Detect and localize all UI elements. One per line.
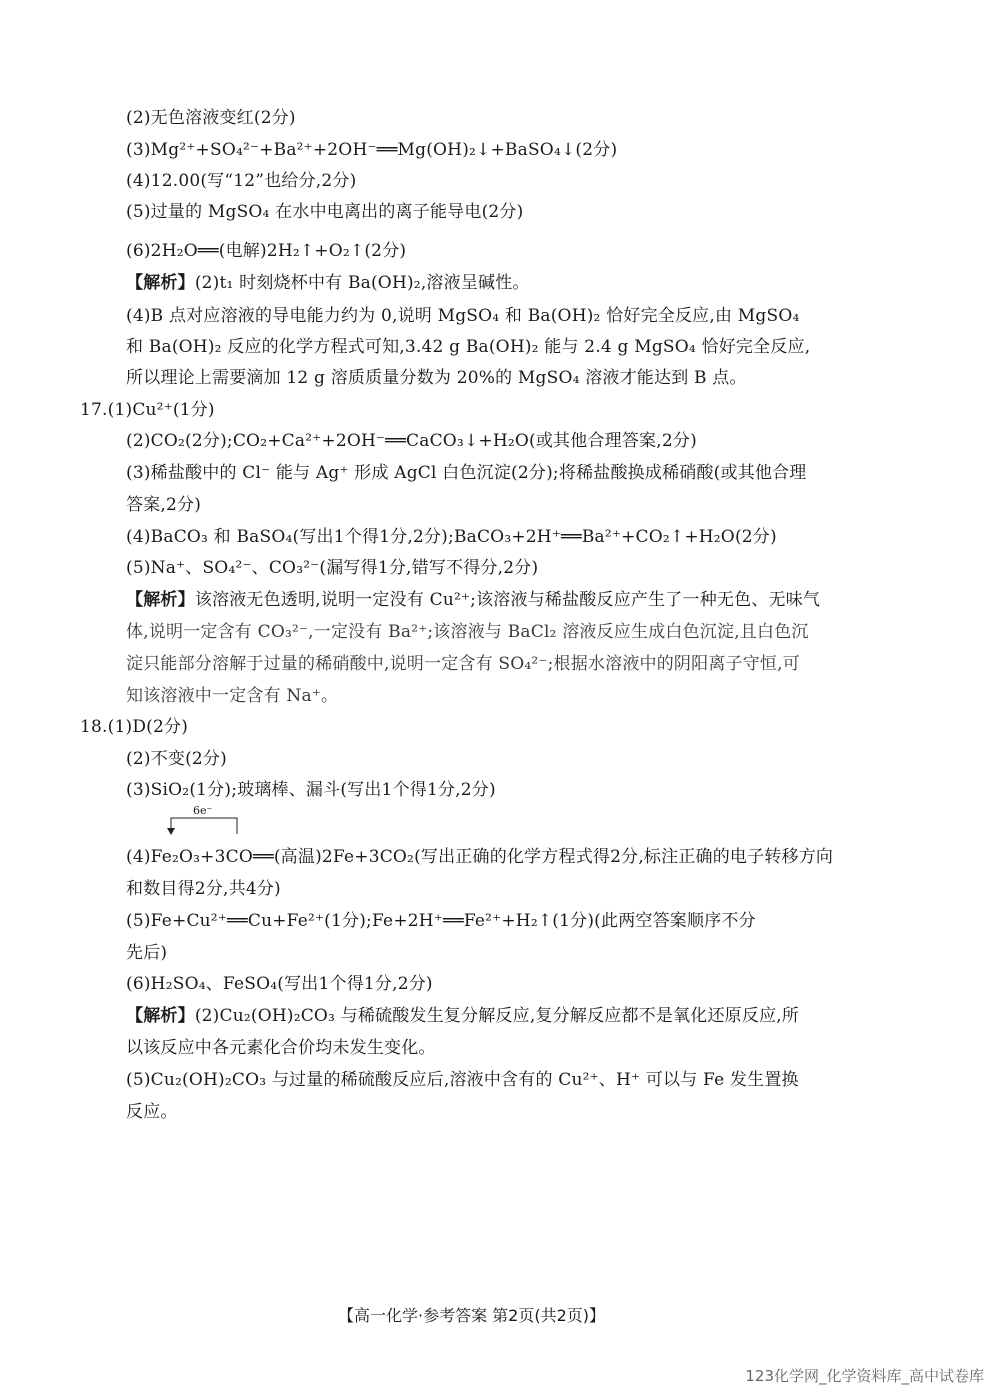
q16-analysis-4: 所以理论上需要滴加 12 g 溶质质量分数为 20%的 MgSO₄ 溶液才能达到 B 点。 [126, 368, 747, 388]
q16-answer-3: (3)Mg²⁺+SO₄²⁻+Ba²⁺+2OH⁻══Mg(OH)₂↓+BaSO₄↓(2分) [126, 140, 618, 160]
q18-answer-4-line-1: (4)Fe₂O₃+3CO══(高温)2Fe+3CO₂(写出正确的化学方程式得2分,标注正确的电子转移方向 [126, 847, 834, 867]
q18-analysis-3: (5)Cu₂(OH)₂CO₃ 与过量的稀硫酸反应后,溶液中含有的 Cu²⁺、H⁺ 可以与 Fe 发生置换 [126, 1070, 799, 1090]
q17-analysis-1 [126, 589, 820, 611]
watermark: 123化学网_化学资料库_高中试卷库 [745, 1367, 984, 1385]
page-footer: 【高一化学·参考答案 第2页(共2页)】 [338, 1306, 606, 1325]
q16-answer-5: (5)过量的 MgSO₄ 在水中电离出的离子能导电(2分) [126, 202, 524, 222]
q17-answer-4: (4)BaCO₃ 和 BaSO₄(写出1个得1分,2分);BaCO₃+2H⁺══Ba²⁺+CO₂↑+H₂O(2分) [126, 527, 777, 547]
q17-answer-3-line-2: 答案,2分) [126, 495, 202, 515]
question-number: 18. [80, 717, 108, 737]
answer-text: (1)D(2分) [107, 717, 189, 737]
q18-answer-5-line-2: 先后) [126, 943, 168, 963]
q18-answer-5-line-1: (5)Fe+Cu²⁺══Cu+Fe²⁺(1分);Fe+2H⁺══Fe²⁺+H₂↑(1分)(此两空答案顺序不分 [126, 911, 756, 931]
q18-answer-2: (2)不变(2分) [126, 749, 227, 769]
answer-text: (1)Cu²⁺(1分) [107, 400, 215, 420]
electron-transfer-arrow [165, 806, 241, 836]
q17-answer-2: (2)CO₂(2分);CO₂+Ca²⁺+2OH⁻══CaCO₃↓+H₂O(或其他合理答案,2分) [126, 431, 697, 451]
analysis-text: (2)Cu₂(OH)₂CO₃ 与稀硫酸发生复分解反应,复分解反应都不是氧化还原反应,所 [194, 1006, 800, 1026]
q16-answer-6: (6)2H₂O══(电解)2H₂↑+O₂↑(2分) [126, 241, 407, 261]
analysis-label: 【解析】 [126, 1006, 195, 1026]
q17-answer-3-line-1: (3)稀盐酸中的 Cl⁻ 能与 Ag⁺ 形成 AgCl 白色沉淀(2分);将稀盐酸换成稀硝酸(或其他合理 [126, 463, 807, 483]
q16-answer-2: (2)无色溶液变红(2分) [126, 108, 296, 128]
q17-analysis-2: 体,说明一定含有 CO₃²⁻,一定没有 Ba²⁺;该溶液与 BaCl₂ 溶液反应生成白色沉淀,且白色沉 [126, 622, 809, 642]
analysis-text: (2)t₁ 时刻烧杯中有 Ba(OH)₂,溶液呈碱性。 [194, 273, 530, 293]
electron-count-label: 6e⁻ [193, 804, 213, 817]
q17-answer-1 [80, 399, 215, 421]
q18-answer-4-line-2: 和数目得2分,共4分) [126, 879, 281, 899]
analysis-label: 【解析】 [126, 590, 195, 610]
analysis-text: 该溶液无色透明,说明一定没有 Cu²⁺;该溶液与稀盐酸反应产生了一种无色、无味气 [194, 590, 821, 610]
q18-answer-6: (6)H₂SO₄、FeSO₄(写出1个得1分,2分) [126, 974, 433, 994]
question-number: 17. [80, 400, 108, 420]
q17-answer-5: (5)Na⁺、SO₄²⁻、CO₃²⁻(漏写得1分,错写不得分,2分) [126, 558, 539, 578]
analysis-label: 【解析】 [126, 273, 195, 293]
q18-answer-1 [80, 716, 188, 738]
q16-analysis-3: 和 Ba(OH)₂ 反应的化学方程式可知,3.42 g Ba(OH)₂ 能与 2.4 g MgSO₄ 恰好完全反应, [126, 337, 811, 357]
q17-analysis-4: 知该溶液中一定含有 Na⁺。 [126, 686, 339, 706]
q16-analysis-2: (4)B 点对应溶液的导电能力约为 0,说明 MgSO₄ 和 Ba(OH)₂ 恰好完全反应,由 MgSO₄ [126, 306, 800, 326]
q18-analysis-2: 以该反应中各元素化合价均未发生变化。 [126, 1038, 436, 1058]
q16-analysis-1 [126, 272, 530, 294]
q18-analysis-1 [126, 1005, 799, 1027]
q18-analysis-4: 反应。 [126, 1102, 178, 1122]
q18-answer-3: (3)SiO₂(1分);玻璃棒、漏斗(写出1个得1分,2分) [126, 780, 496, 800]
q16-answer-4: (4)12.00(写“12”也给分,2分) [126, 171, 357, 191]
q17-analysis-3: 淀只能部分溶解于过量的稀硝酸中,说明一定含有 SO₄²⁻;根据水溶液中的阴阳离子守恒,可 [126, 654, 800, 674]
